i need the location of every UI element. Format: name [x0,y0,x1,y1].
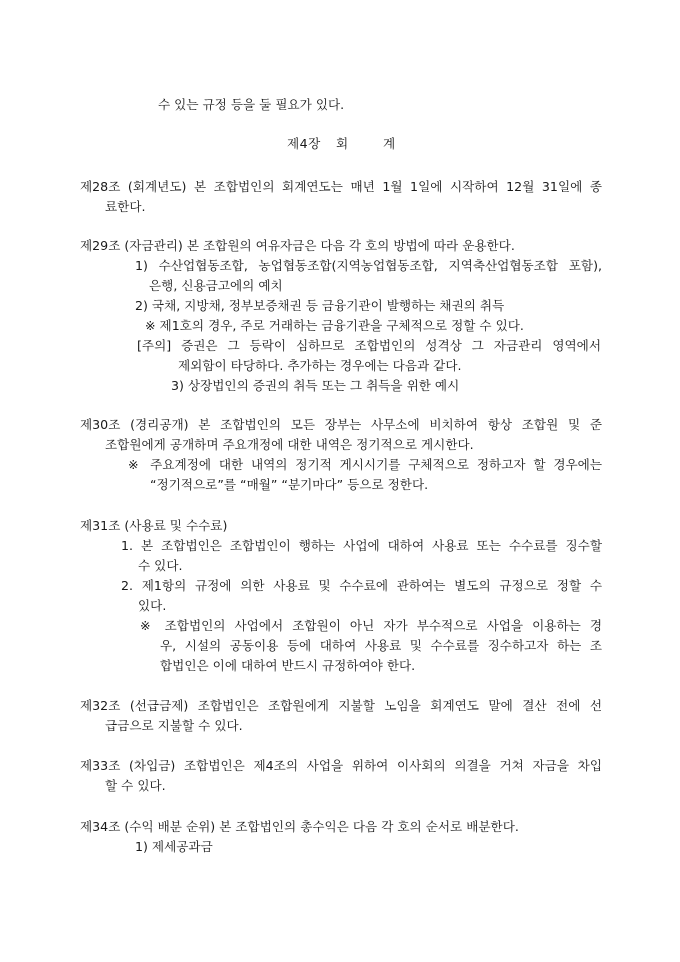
article-30-line-2: 조합원에게 공개하며 주요개정에 대한 내역은 정기적으로 게시한다. [105,437,474,452]
chapter-number: 제4장 [287,136,321,151]
article-32-line-2: 급금으로 지불할 수 있다. [105,718,243,733]
article-31-para-2-line-2: 있다. [138,598,167,613]
article-33-line-2: 할 수 있다. [105,778,166,793]
article-29-item-1-line-1: 1) 수산업협동조합, 농업협동조합(지역농업협동조합, 지역축산업협동조합 포함), [135,258,602,273]
article-29-item-1-line-2: 은행, 신용금고에의 예치 [149,278,283,293]
article-33-line-1: 제33조 (차입금) 조합법인은 제4조의 사업을 위하여 이사회의 의결을 거쳐 자금을 차입 [80,758,602,773]
chapter-title-char-2: 계 [383,136,396,151]
article-31-para-1-line-1: 1. 본 조합법인은 조합법인이 행하는 사업에 대하여 사용료 또는 수수료를 징수할 [121,538,602,553]
article-29-heading: 제29조 (자금관리) 본 조합원의 여유자금은 다음 각 호의 방법에 따라 운용한다. [80,238,515,253]
article-30-note-line-1: ※ 주요계정에 대한 내역의 정기적 게시시기를 구체적으로 정하고자 할 경우에는 [128,457,602,472]
article-29-item-3: 3) 상장법인의 증권의 취득 또는 그 취득을 위한 예시 [171,378,460,393]
article-28-line-1: 제28조 (회계년도) 본 조합법인의 회계연도는 매년 1월 1일에 시작하여 12월 31일에 종 [80,179,602,194]
article-31-note-line-2: 우, 시설의 공동이용 등에 대하여 사용료 및 수수료를 징수하고자 하는 조 [160,638,602,653]
article-30-note-line-2: “정기적으로”를 “매월” “분기마다” 등으로 정한다. [150,477,429,492]
article-29-item-2: 2) 국채, 지방채, 정부보증채권 등 금융기관이 발행하는 채권의 취득 [135,298,505,313]
article-29-caution-line-2: 제외함이 타당하다. 추가하는 경우에는 다음과 같다. [178,358,462,373]
article-30-line-1: 제30조 (경리공개) 본 조합법인의 모든 장부는 사무소에 비치하여 항상 조합원 및 준 [80,417,602,432]
continuation-text: 수 있는 규정 등을 둘 필요가 있다. [158,97,345,112]
chapter-title-char-1: 회 [336,136,349,151]
article-29-caution-line-1: [주의] 증권은 그 등락이 심하므로 조합법인의 성격상 그 자금관리 영역에서 [137,338,601,353]
article-31-para-1-line-2: 수 있다. [138,558,183,573]
article-34-heading: 제34조 (수익 배분 순위) 본 조합법인의 총수익은 다음 각 호의 순서로 배분한다. [80,819,519,834]
article-28-line-2: 료한다. [105,199,146,214]
article-31-para-2-line-1: 2. 제1항의 규정에 의한 사용료 및 수수료에 관하여는 별도의 규정으로 정할 수 [121,578,602,593]
article-31-heading: 제31조 (사용료 및 수수료) [80,518,228,533]
article-31-note-line-3: 합법인은 이에 대하여 반드시 규정하여야 한다. [160,658,416,673]
article-31-note-line-1: ※ 조합법인의 사업에서 조합원이 아닌 자가 부수적으로 사업을 이용하는 경 [140,618,602,633]
article-32-line-1: 제32조 (선급금제) 조합법인은 조합원에게 지불할 노임을 회계연도 말에 결산 전에 선 [80,698,602,713]
article-29-note-1: ※ 제1호의 경우, 주로 거래하는 금융기관을 구체적으로 정할 수 있다. [145,318,524,333]
article-34-item-1: 1) 제세공과금 [135,839,213,854]
